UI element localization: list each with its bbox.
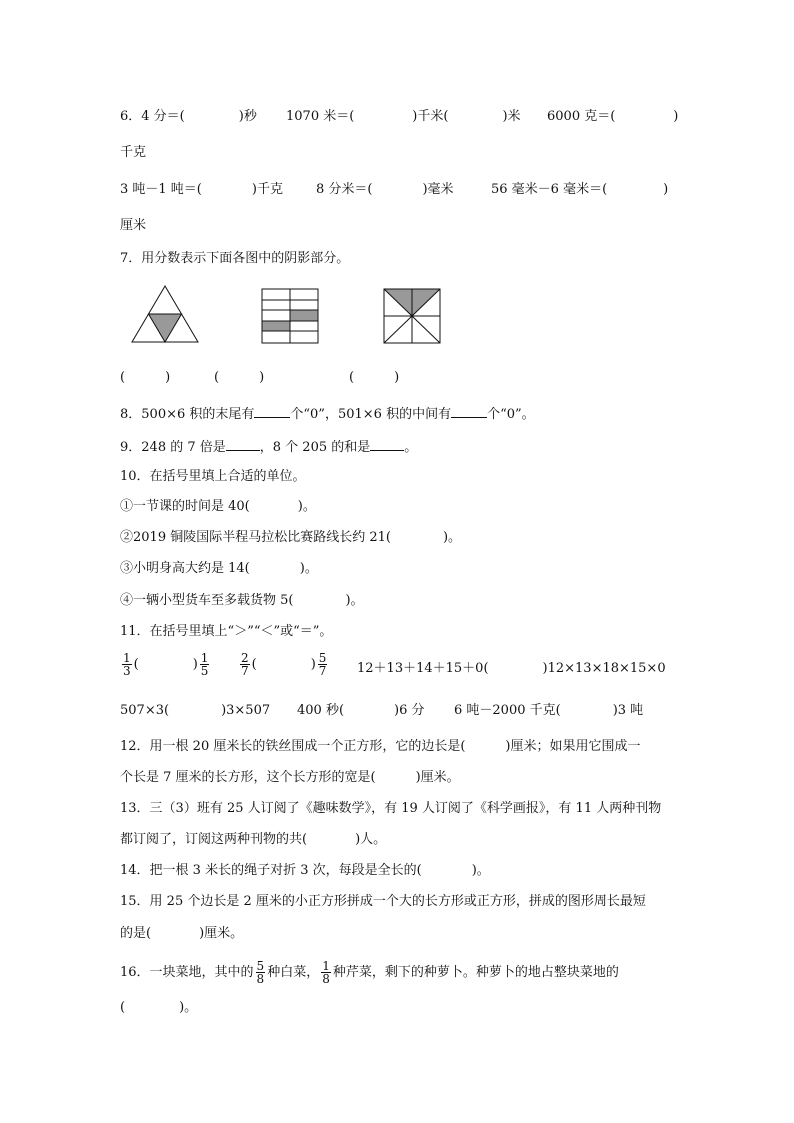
q12-line2: 个长是 7 厘米的长方形，这个长方形的宽是( )厘米。 [120,770,460,785]
q6-line1-cont: 千克 [120,145,147,160]
q13-line1: 13．三（3）班有 25 人订阅了《趣味数学》，有 19 人订阅了《科学画报》，有 11 人两种刊物 [120,801,662,816]
q11-compare-5: 400 秒( )6 分 [297,703,425,718]
q11-compare-1: $\frac{1}{3}$ ( ) $\frac{1}{5}$ [123,651,209,678]
q7-figure-grid [262,289,318,343]
q15-line2: 的是( )厘米。 [120,926,244,941]
q12-line1: 12．用一根 20 厘米长的铁丝围成一个正方形，它的边长是( )厘米；如果用它围成一 [120,739,641,754]
answer-blank[interactable] [451,405,487,418]
q6-line2-cont: 厘米 [120,218,147,233]
fraction: $\frac{5}{8}$ [256,959,265,986]
q10-stem: 10．在括号里填上合适的单位。 [120,469,306,484]
q6-line1: 6．4 分＝( )秒 [120,109,257,124]
q8: 8．500×6 积的末尾有 个“0”，501×6 积的中间有 个“0”。 [120,407,535,422]
q6-line1-b: 1070 米＝( )千米( )米 [286,109,521,124]
q11-stem: 11．在括号里填上“＞”“＜”或“＝”。 [120,624,333,639]
q10-item-3: ③小明身高大约是 14( )。 [120,561,318,576]
q11-compare-4: 507×3( )3×507 [120,703,271,718]
q7-answer-3[interactable]: ( ) [349,370,400,385]
q11-compare-2: $\frac{2}{7}$ ( ) $\frac{5}{7}$ [241,651,327,678]
q6-line2-b: 8 分米＝( )毫米 [316,182,454,197]
q7-figure-triangle [132,286,198,344]
q10-item-1: ①一节课的时间是 40( )。 [120,499,316,514]
q7-answer-2[interactable]: ( ) [214,370,265,385]
q16-line2: ( )。 [120,1000,198,1015]
q14: 14．把一根 3 米长的绳子对折 3 次，每段是全长的( )。 [120,863,490,878]
fraction: $\frac{1}{8}$ [322,959,330,986]
answer-blank[interactable] [370,438,404,451]
fraction: $\frac{1}{3}$ [123,651,131,678]
q6-line1-c: 6000 克＝( ) [547,109,679,124]
q7-stem: 7．用分数表示下面各图中的阴影部分。 [120,251,350,266]
q9: 9．248 的 7 倍是 ，8 个 205 的和是 。 [120,440,418,455]
q10-item-2: ②2019 铜陵国际半程马拉松比赛路线长约 21( )。 [120,530,462,545]
fraction: $\frac{5}{7}$ [318,651,327,678]
q7-answer-1[interactable]: ( ) [120,370,171,385]
q13-line2: 都订阅了，订阅这两种刊物的共( )人。 [120,832,387,847]
fraction: $\frac{1}{5}$ [200,651,209,678]
answer-blank[interactable] [254,405,290,418]
q16-line1: 16．一块菜地，其中的 $\frac{5}{8}$ 种白菜， $\frac{1}{8}$ 种芹菜，剩下的种萝卜。种萝卜的地占整块菜地的 [120,959,619,986]
q11-compare-6: 6 吨－2000 千克( )3 吨 [454,703,644,718]
answer-blank[interactable] [226,438,260,451]
q11-compare-3: 12＋13＋14＋15＋0( )12×13×18×15×0 [357,661,666,676]
q6-line2-c: 56 毫米－6 毫米＝( ) [491,182,669,197]
fraction: $\frac{2}{7}$ [241,651,249,678]
q6-line2: 3 吨－1 吨＝( )千克 [120,182,283,197]
q7-figure-square [384,289,440,343]
q10-item-4: ④一辆小型货车至多载货物 5( )。 [120,593,364,608]
q15-line1: 15．用 25 个边长是 2 厘米的小正方形拼成一个大的长方形或正方形，拼成的图形周长最短 [120,894,646,909]
